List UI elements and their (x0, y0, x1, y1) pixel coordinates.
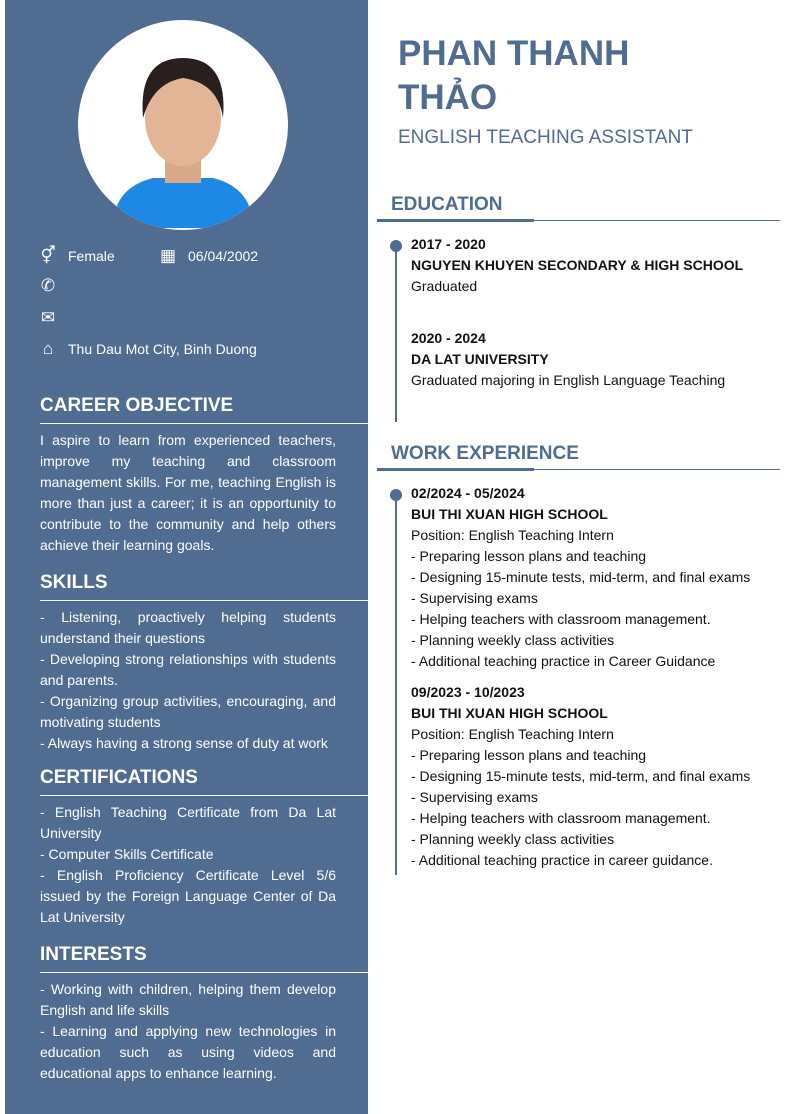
work-timeline (395, 493, 397, 875)
interest-item: - Learning and applying new technologies in education such as using videos and educational apps to enhance learning. (40, 1023, 336, 1081)
work-line: - Designing 15-minute tests, mid-term, and final exams (411, 569, 751, 585)
company: BUI THI XUAN HIGH SCHOOL (411, 705, 608, 721)
period: 09/2023 - 10/2023 (411, 684, 525, 700)
profile-photo (78, 20, 288, 230)
skill-item: - Developing strong relationships with students and parents. (40, 651, 336, 688)
email-icon: ✉ (40, 308, 56, 327)
description: Graduated majoring in English Language Teaching (411, 372, 726, 388)
work-line: - Planning weekly class activities (411, 632, 615, 648)
work-entry (411, 682, 750, 871)
period: 2020 - 2024 (411, 330, 486, 346)
work-line: - Additional teaching practice in Career Guidance (411, 653, 716, 669)
email-row (38, 308, 68, 328)
education-entry (411, 328, 725, 391)
work-line: - Preparing lesson plans and teaching (411, 747, 647, 763)
skills-list (40, 607, 336, 754)
calendar-icon: ▦ (159, 246, 177, 265)
skill-item: - Listening, proactively helping students understand their questions (40, 609, 336, 646)
interest-item: - Working with children, helping them develop English and life skills (40, 981, 336, 1018)
skills-heading: SKILLS (40, 572, 368, 601)
work-line: - Helping teachers with classroom management. (411, 611, 711, 627)
school: NGUYEN KHUYEN SECONDARY & HIGH SCHOOL (411, 257, 744, 273)
education-heading: EDUCATION (377, 194, 780, 221)
phone-icon: ✆ (40, 276, 56, 295)
birthdate: 06/04/2002 (188, 248, 259, 264)
sidebar (5, 0, 368, 1114)
skill-item: - Always having a strong sense of duty at work (40, 735, 328, 751)
work-experience-heading: WORK EXPERIENCE (377, 443, 780, 470)
career-objective-text: I aspire to learn from experienced teachers, improve my teaching and classroom management skills. For me, teaching English is more than just a career; it is an opportunity to contribute to the community and help others achieve their learning goals. (40, 432, 336, 553)
work-entry (411, 483, 750, 672)
gender-icon: ⚥ (40, 246, 56, 265)
certifications-heading: CERTIFICATIONS (40, 767, 368, 796)
gender: Female (68, 248, 115, 264)
work-line: - Supervising exams (411, 590, 538, 606)
phone-row (38, 276, 68, 296)
birthdate-row (158, 246, 258, 266)
job-title: ENGLISH TEACHING ASSISTANT (398, 127, 693, 148)
timeline-dot (390, 489, 402, 501)
period: 2017 - 2020 (411, 236, 486, 252)
work-line: - Planning weekly class activities (411, 831, 615, 847)
work-line: Position: English Teaching Intern (411, 527, 614, 543)
address: Thu Dau Mot City, Binh Duong (68, 341, 257, 357)
home-icon: ⌂ (42, 339, 54, 358)
skill-item: - Organizing group activities, encouraging, and motivating students (40, 693, 336, 730)
education-entry (411, 234, 743, 297)
work-line: - Supervising exams (411, 789, 538, 805)
gender-row (38, 246, 115, 266)
work-line: - Additional teaching practice in career guidance. (411, 852, 713, 868)
description: Graduated (411, 278, 478, 294)
timeline-dot (390, 240, 402, 252)
school: DA LAT UNIVERSITY (411, 351, 549, 367)
cert-item: - Computer Skills Certificate (40, 846, 214, 862)
work-line: - Preparing lesson plans and teaching (411, 548, 647, 564)
interests-list (40, 979, 336, 1084)
candidate-name: PHAN THANH THẢO (398, 34, 630, 117)
work-line: - Helping teachers with classroom management. (411, 810, 711, 826)
work-line: - Designing 15-minute tests, mid-term, and final exams (411, 768, 751, 784)
period: 02/2024 - 05/2024 (411, 485, 525, 501)
career-objective-heading: CAREER OBJECTIVE (40, 395, 368, 424)
interests-heading: INTERESTS (40, 944, 368, 973)
cert-item: - English Proficiency Certificate Level 5/6 issued by the Foreign Language Center of Da Lat University (40, 867, 336, 925)
certifications-list (40, 802, 336, 928)
address-row (38, 339, 257, 359)
cert-item: - English Teaching Certificate from Da Lat University (40, 804, 336, 841)
company: BUI THI XUAN HIGH SCHOOL (411, 506, 608, 522)
education-timeline (395, 244, 397, 422)
work-line: Position: English Teaching Intern (411, 726, 614, 742)
